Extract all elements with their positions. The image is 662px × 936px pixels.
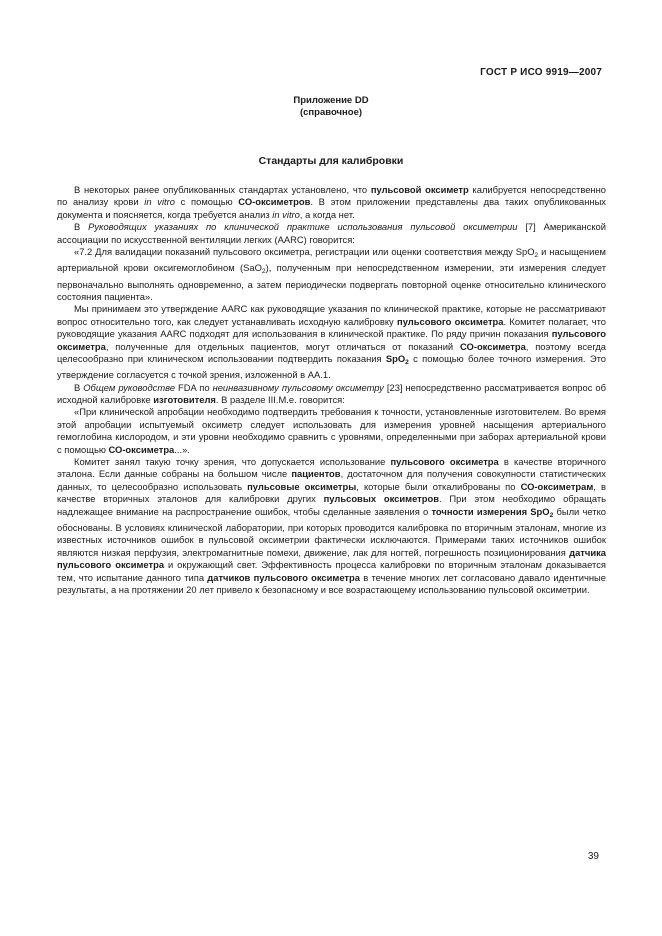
annex-subtitle: (справочное)	[299, 107, 363, 118]
annex-title: Приложение DD	[293, 95, 369, 106]
paragraph: В Руководящих указаниях по клинической практике использования пульсовой оксиметрии [7] Американской ассоциации по искусственной вентиляции легких (AARC) говорится:	[57, 221, 606, 245]
paragraph: Комитет занял такую точку зрения, что допускается использование пульсового оксиметра в качестве вторичного эталона. Если данные собраны на большом числе пациентов, достаточном для получения совокупности статистических данных, то целесообразно использовать пульсовые оксиметры, которые были откалиброваны по СО-оксиметрам, в качестве вторичных эталонов для калибровки других пульсовых оксиметров. При этом необходимо обращать надлежащее внимание на распространение ошибок, чтобы сделанные заявления о точности измерения SpO$_2$ были четко обоснованы. В условиях клинической лаборатории, при которых проводится калибровка по вторичным эталонам, многие из известных источников ошибок в пульсовой оксиметрии фактически исключаются. Примерами таких источников ошибок являются низкая перфузия, электромагнитные помехи, движение, лак для ногтей, погрешность позиционирования датчика пульсового оксиметра и окружающий свет. Эффективность процесса калибровки по вторичным эталонам доказывается тем, что испытание данного типа датчиков пульсового оксиметра в течение многих лет согласовано давало идентичные результаты, а на протяжении 20 лет привело к безопасному и все возрастающему использованию пульсовой оксиметрии.	[57, 456, 606, 595]
paragraph: В Общем руководстве FDA по неинвазивному пульсовому оксиметру [23] непосредственно рассматривается вопрос об исходной калибровке изготовителя. В разделе III.M.e. говорится:	[57, 381, 606, 405]
document-body	[57, 184, 606, 596]
paragraph: «При клинической апробации необходимо подтвердить требования к точности, установленные изготовителем. Во время этой апробации испытуемый оксиметр следует использовать для измерения уровней насыщения артериального гемоглобина кислородом, и эти уровни необходимо сравнить с уровнями, определенными при заборах артериальной крови с помощью СО-оксиметра...».	[57, 406, 606, 455]
section-title: Стандарты для калибровки	[258, 155, 404, 167]
annex-heading	[0, 95, 662, 119]
paragraph: В некоторых ранее опубликованных стандартах установлено, что пульсовой оксиметр калибруется непосредственно по анализу крови in vitro с помощью СО-оксиметров. В этом приложении представлены два таких опубликованных документа и поясняется, когда требуется анализ in vitro, а когда нет.	[57, 184, 606, 220]
standard-reference: ГОСТ Р ИСО 9919—2007	[480, 67, 602, 78]
page-number: 39	[587, 851, 599, 862]
paragraph: Мы принимаем это утверждение AARC как руководящие указания по клинической практике, которые не рассматривают вопрос относительно того, как следует устанавливать исходную калибровку пульсового оксиметра. Комитет полагает, что руководящие указания AARC подходят для использования в клинической практике. По ряду причин показания пульсового оксиметра, полученные для отдельных пациентов, могут отличаться от показаний СО-оксиметра, поэтому всегда целесообразно при клиническом использовании подтвердить показания SpO$_2$ с помощью более точного измерения. Это утверждение согласуется с точкой зрения, изложенной в AA.1.	[57, 303, 606, 381]
paragraph: «7.2 Для валидации показаний пульсового оксиметра, регистрации или оценки соответствия между SpO$_2$ и насыщением артериальной крови оксигемоглобином (SaO$_2$), полученным при непосредственном измерении, эти измерения следует первоначально выполнять одновременно, а затем периодически подвергать повторной оценке относительно клинического состояния пациента».	[57, 246, 606, 302]
